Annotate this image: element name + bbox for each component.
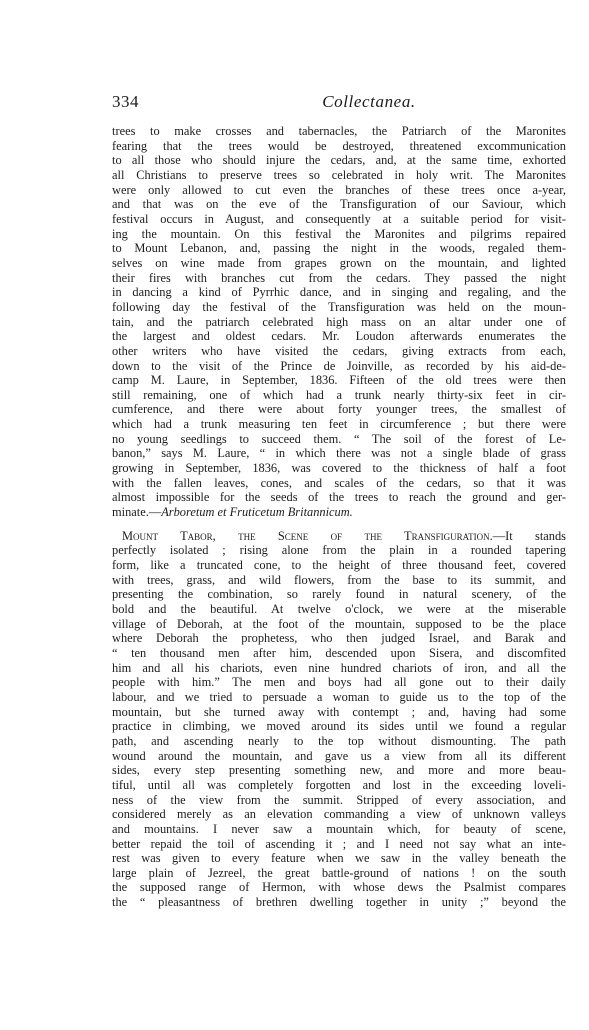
text-line: “ ten thousand men after him, descended upon Sisera, and discomfited [112,645,566,660]
text-line: to all those who should injure the cedars, and, at the same time, exhorted [112,153,566,168]
text-line: people with him.” The men and boys had all gone out to their daily [112,675,566,690]
text-line: better repaid the toil of ascending it ; and I need not say what an inte- [112,836,566,851]
text-line: growing in September, 1836, was covered to the thickness of half a foot [112,461,566,476]
text-line: and mountains. I never saw a mountain which, for beauty of scene, [112,821,566,836]
text-fragment: —It stands [492,528,566,543]
text-line: the supposed range of Hermon, with whose dews the Psalmist compares [112,880,566,895]
text-line [112,529,566,544]
text-line: fearing that the trees would be destroyed, threatened excommunication [112,138,566,153]
paragraph-gap [112,520,566,529]
text-line: down to the visit of the Prince de Joinville, as recorded by his aid-de- [112,358,566,373]
text-line: with the fallen leaves, cones, and scales of the cedars, so that it was [112,475,566,490]
text-line: rest was given to every feature when we saw in the valley beneath the [112,851,566,866]
text-line: all Christians to preserve trees so celebrated in holy writ. The Maronites [112,167,566,182]
text-line: mountain, but she turned away with contempt ; and, having had some [112,704,566,719]
text-line: to Mount Lebanon, and, passing the night in the woods, regaled them- [112,241,566,256]
paragraph-mount-tabor [112,529,566,910]
text-line: the largest and oldest cedars. Mr. Loudon afterwards enumerates the [112,329,566,344]
text-line: him and all his chariots, even nine hundred chariots of iron, and all the [112,660,566,675]
text-line: large plain of Jezreel, the great battle-ground of nations ! on the south [112,865,566,880]
text-line: where Deborah the prophetess, who then judged Israel, and Barak and [112,631,566,646]
text-line: tiful, until all was completely forgotten and lost in the exceeding loveli- [112,777,566,792]
text-line: wound around the mountain, and gave us a view from all its different [112,748,566,763]
text-line: no young seedlings to succeed them. “ The soil of the forest of Le- [112,431,566,446]
text-line: selves on wine made from grapes grown on the mountain, and lighted [112,255,566,270]
text-line: ing the mountain. On this festival the Maronites and pilgrims repaired [112,226,566,241]
text-line: and that was on the eve of the Transfiguration of our Saviour, which [112,197,566,212]
text-line: their fires with branches cut from the cedars. They passed the night [112,270,566,285]
page-header [112,92,566,118]
book-page [112,92,566,910]
text-line: practice in climbing, we moved around its sides until we found a regular [112,719,566,734]
text-line: bold and the beautiful. At twelve o'clock, we were at the miserable [112,602,566,616]
text-line: almost impossible for the seeds of the trees to reach the ground and ger- [112,490,566,505]
text-line: sides, every step presenting something new, and more and more beau- [112,763,566,778]
text-line: which had a trunk measuring ten feet in circumference ; but there were [112,417,566,432]
text-line: were only allowed to cut even the branches of these trees once a-year, [112,182,566,197]
text-line: still remaining, one of which had a trunk nearly thirty-six feet in cir- [112,387,566,402]
text-line [112,505,566,520]
text-line: trees to make crosses and tabernacles, the Patriarch of the Maronites [112,124,566,138]
source-citation: Arboretum et Fruticetum Britannicum. [161,505,353,520]
text-line: path, and ascending nearly to the top without dismounting. The path [112,733,566,748]
text-line: following day the festival of the Transfiguration was held on the moun- [112,299,566,314]
text-line: presenting the combination, so rarely found in natural scenery, of the [112,587,566,602]
text-line: considered merely as an elevation commanding a view of unknown valleys [112,807,566,822]
text-line: in dancing a kind of Pyrrhic dance, and in singing and regaling, and the [112,285,566,300]
text-line: perfectly isolated ; rising alone from the plain in a rounded tapering [112,543,566,558]
text-line: the “ pleasantness of brethren dwelling together in unity ;” beyond the [112,895,566,910]
text-line: labour, and we tried to persuade a woman to guide us to the top of the [112,689,566,704]
page-number: 334 [112,92,139,111]
paragraph-cedars [112,124,566,520]
section-heading: Mount Tabor, the Scene of the Transfiguration. [122,528,493,543]
text-line: with trees, grass, and wild flowers, from the base to its summit, and [112,572,566,587]
text-line: banon,” says M. Laure, “ in which there was not a single blade of grass [112,446,566,461]
running-head: Collectanea. [322,92,416,111]
text-fragment: minate.— [112,505,162,520]
text-line: tain, and the patriarch celebrated high mass on an altar under one of [112,314,566,329]
text-line: cumference, and there were about forty younger trees, the smallest of [112,402,566,417]
text-line: camp M. Laure, in September, 1836. Fifteen of the old trees were then [112,373,566,388]
text-line: ness of the view from the summit. Stripped of every association, and [112,792,566,807]
text-line: village of Deborah, at the foot of the mountain, supposed to be the place [112,616,566,631]
text-line: festival occurs in August, and consequently at a suitable period for visit- [112,211,566,226]
text-line: form, like a truncated cone, to the height of three thousand feet, covered [112,558,566,573]
text-line: other writers who have visited the cedars, giving extracts from each, [112,343,566,358]
